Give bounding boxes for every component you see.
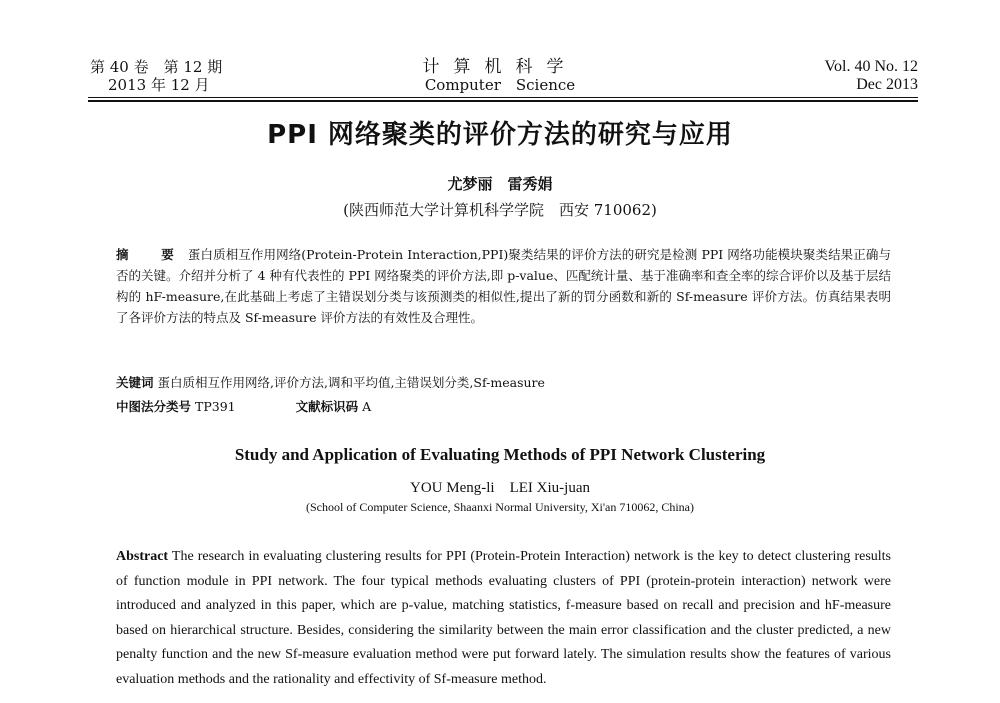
paper-authors: 尤梦丽 雷秀娟: [447, 175, 553, 193]
volume-issue-line: 第 40 卷 第 12 期: [90, 58, 223, 76]
journal-name-cn: 计算机科学: [422, 57, 578, 77]
header-rule-thick: [88, 100, 918, 102]
abstract-en-label: Abstract: [116, 549, 169, 564]
volume-number-en: Vol. 40 No. 12: [824, 58, 918, 75]
paper-affiliation: (陕西师范大学计算机科学学院 西安 710062): [343, 201, 657, 219]
abstract-cn-label: 摘 要: [116, 247, 184, 262]
clc-label: 中图法分类号: [116, 399, 192, 414]
abstract-cn: [116, 244, 891, 328]
journal-volume-en: [825, 58, 919, 94]
english-title: Study and Application of Evaluating Methods of PPI Network Clustering: [234, 445, 766, 464]
clc-value: TP391: [195, 399, 236, 414]
publication-date-en: Dec 2013: [856, 76, 918, 93]
abstract-en-text: The research in evaluating clustering results for PPI (Protein-Protein Interaction) network is the key to detect clustering results of function module in PPI network. The four typical methods evaluating clusters of PPI (protein-protein interaction) network were introduced and analyzed in this paper, which are p-value, matching statistics, f-measure based on recall and precision and hF-measure based on hierarchical structure. Besides, considering the similarity between the main error classification and the cluster predicted, a new penalty function and the new Sf-measure evaluation method were put forward lately. The simulation results show the features of various evaluation methods and the rationality and effectivity of Sf-measure method.: [116, 549, 891, 687]
journal-name-en: Computer Science: [424, 76, 576, 94]
publication-date-cn: 2013 年 12 月: [108, 76, 210, 94]
header-rule-thin: [88, 97, 918, 98]
english-affiliation: (School of Computer Science, Shaanxi Normal University, Xi'an 710062, China): [306, 500, 694, 514]
keywords-label: 关键词: [116, 375, 154, 390]
keywords-cn: [116, 373, 891, 393]
document-code-value: A: [362, 399, 372, 414]
english-authors: YOU Meng-li LEI Xiu-juan: [410, 480, 590, 496]
abstract-cn-text: 蛋白质相互作用网络(Protein-Protein Interaction,PPI)聚类结果的评价方法的研究是检测 PPI 网络功能模块聚类结果正确与否的关键。介绍并分析了 4 种有代表性的 PPI 网络聚类的评价方法,即 p-value、匹配统计量、基于准确率和查全率的综合评价以及基于层结构的 hF-measure,在此基础上考虑了主错误划分类与该预测类的相似性,提出了新的罚分函数和新的 Sf-measure 评价方法。仿真结果表明了各评价方法的特点及 Sf-measure 评价方法的有效性及合理性。: [116, 247, 891, 325]
document-code-label: 文献标识码: [295, 399, 359, 414]
abstract-en: [116, 545, 891, 692]
keywords-text: 蛋白质相互作用网络,评价方法,调和平均值,主错误划分类,Sf-measure: [157, 375, 545, 390]
classification-line: [116, 397, 891, 417]
paper-title: PPI 网络聚类的评价方法的研究与应用: [267, 120, 733, 150]
